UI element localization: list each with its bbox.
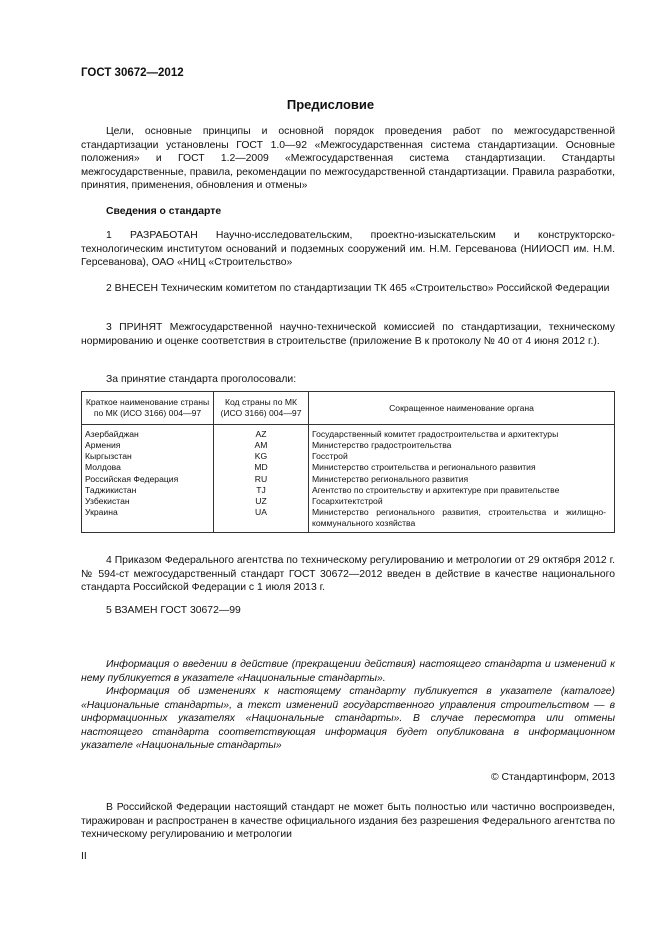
page-title: Предисловие <box>286 97 375 112</box>
item-5-replaces: 5 ВЗАМЕН ГОСТ 30672—99 <box>106 605 241 616</box>
cell-country: Армения <box>82 440 214 451</box>
cell-organ: Министерство градостроительства <box>309 440 615 451</box>
cell-country: Украина <box>82 507 214 533</box>
copyright: © Стандартинформ, 2013 <box>490 772 615 783</box>
table-row <box>82 440 615 451</box>
table-header-row <box>82 392 615 425</box>
cell-organ: Госстрой <box>309 451 615 462</box>
cell-organ: Государственный комитет градостроительства и архитектуры <box>309 425 615 441</box>
cell-organ: Госархитектстрой <box>309 496 615 507</box>
cell-code: UZ <box>214 496 309 507</box>
cell-country: Таджикистан <box>82 485 214 496</box>
cell-country: Узбекистан <box>82 496 214 507</box>
item-3-adopted: 3 ПРИНЯТ Межгосударственной научно-технической комиссией по стандартизации, техническому нормированию и оценке соответствия в строительстве (приложение В к протоколу № 40 от 4 июня 2012 г.). <box>81 322 615 347</box>
header-country: Краткое наименование страны по МК (ИСО 3166) 004—97 <box>82 392 214 425</box>
table-row <box>82 425 615 441</box>
header-code: Код страны по МК (ИСО 3166) 004—97 <box>214 392 309 425</box>
cell-country: Молдова <box>82 462 214 473</box>
item-1-developed: 1 РАЗРАБОТАН Научно-исследовательским, проектно-изыскательским и конструкторско-технологическим институтом оснований и подземных сооружений им. Н.М. Герсеванова (НИИОСП им. Н.М. Герсеванова), ОАО «НИЦ «Строительство» <box>81 230 615 269</box>
cell-code: UA <box>214 507 309 533</box>
table-row <box>82 496 615 507</box>
table-row <box>82 451 615 462</box>
page-number: II <box>81 851 87 862</box>
cell-code: RU <box>214 474 309 485</box>
header-organ: Сокращенное наименование органа <box>309 392 615 425</box>
table-row <box>82 507 615 533</box>
cell-code: MD <box>214 462 309 473</box>
cell-code: AM <box>214 440 309 451</box>
cell-organ: Министерство регионального развития, строительства и жилищно-коммунального хозяйства <box>309 507 615 533</box>
legal-notice: В Российской Федерации настоящий стандарт не может быть полностью или частично воспроизведен, тиражирован и распространен в качестве официального издания без разрешения Федерального агентства по техническому регулированию и метрологии <box>81 802 615 841</box>
table-row <box>82 474 615 485</box>
notice-introduction: Информация о введении в действие (прекращении действия) настоящего стандарта и изменений к нему публикуется в указателе «Национальные стандарты». <box>81 659 615 684</box>
cell-organ: Агентство по строительству и архитектуре при правительстве <box>309 485 615 496</box>
cell-code: TJ <box>214 485 309 496</box>
document-id-header: ГОСТ 30672—2012 <box>81 67 184 79</box>
table-row <box>82 485 615 496</box>
table-row <box>82 462 615 473</box>
item-4-enacted: 4 Приказом Федерального агентства по техническому регулированию и метрологии от 29 октября 2012 г. № 594-ст межгосударственный стандарт ГОСТ 30672—2012 введен в действие в качестве национального стандарта Российской Федерации с 1 июля 2013 г. <box>81 555 615 594</box>
cell-organ: Министерство строительства и регионального развития <box>309 462 615 473</box>
voting-table <box>81 391 615 533</box>
intro-paragraph: Цели, основные принципы и основной порядок проведения работ по межгосударственной стандартизации установлены ГОСТ 1.0—92 «Межгосударственная система стандартизации. Основные положения» и ГОСТ 1.2—2009 «Межгосударственная система стандартизации. Стандарты межгосударственные, правила, рекомендации по межгосударственной стандартизации. Правила разработки, принятия, применения, обновления и отмены» <box>81 126 615 192</box>
info-heading: Сведения о стандарте <box>106 206 222 217</box>
cell-country: Российская Федерация <box>82 474 214 485</box>
cell-country: Азербайджан <box>82 425 214 441</box>
cell-organ: Министерство регионального развития <box>309 474 615 485</box>
cell-country: Кыргызстан <box>82 451 214 462</box>
vote-intro: За принятие стандарта проголосовали: <box>106 374 297 385</box>
item-2-submitted: 2 ВНЕСЕН Техническим комитетом по стандартизации ТК 465 «Строительство» Российской Федерации <box>106 283 610 294</box>
cell-code: KG <box>214 451 309 462</box>
notice-changes: Информация об изменениях к настоящему стандарту публикуется в указателе (каталоге) «Национальные стандарты», а текст изменений государственного управления строительством — в информационных указателях «Национальные стандарты». В случае пересмотра или отмены настоящего стандарта соответствующая информация будет опубликована в информационном указателе «Национальные стандарты» <box>81 686 615 752</box>
cell-code: AZ <box>214 425 309 441</box>
